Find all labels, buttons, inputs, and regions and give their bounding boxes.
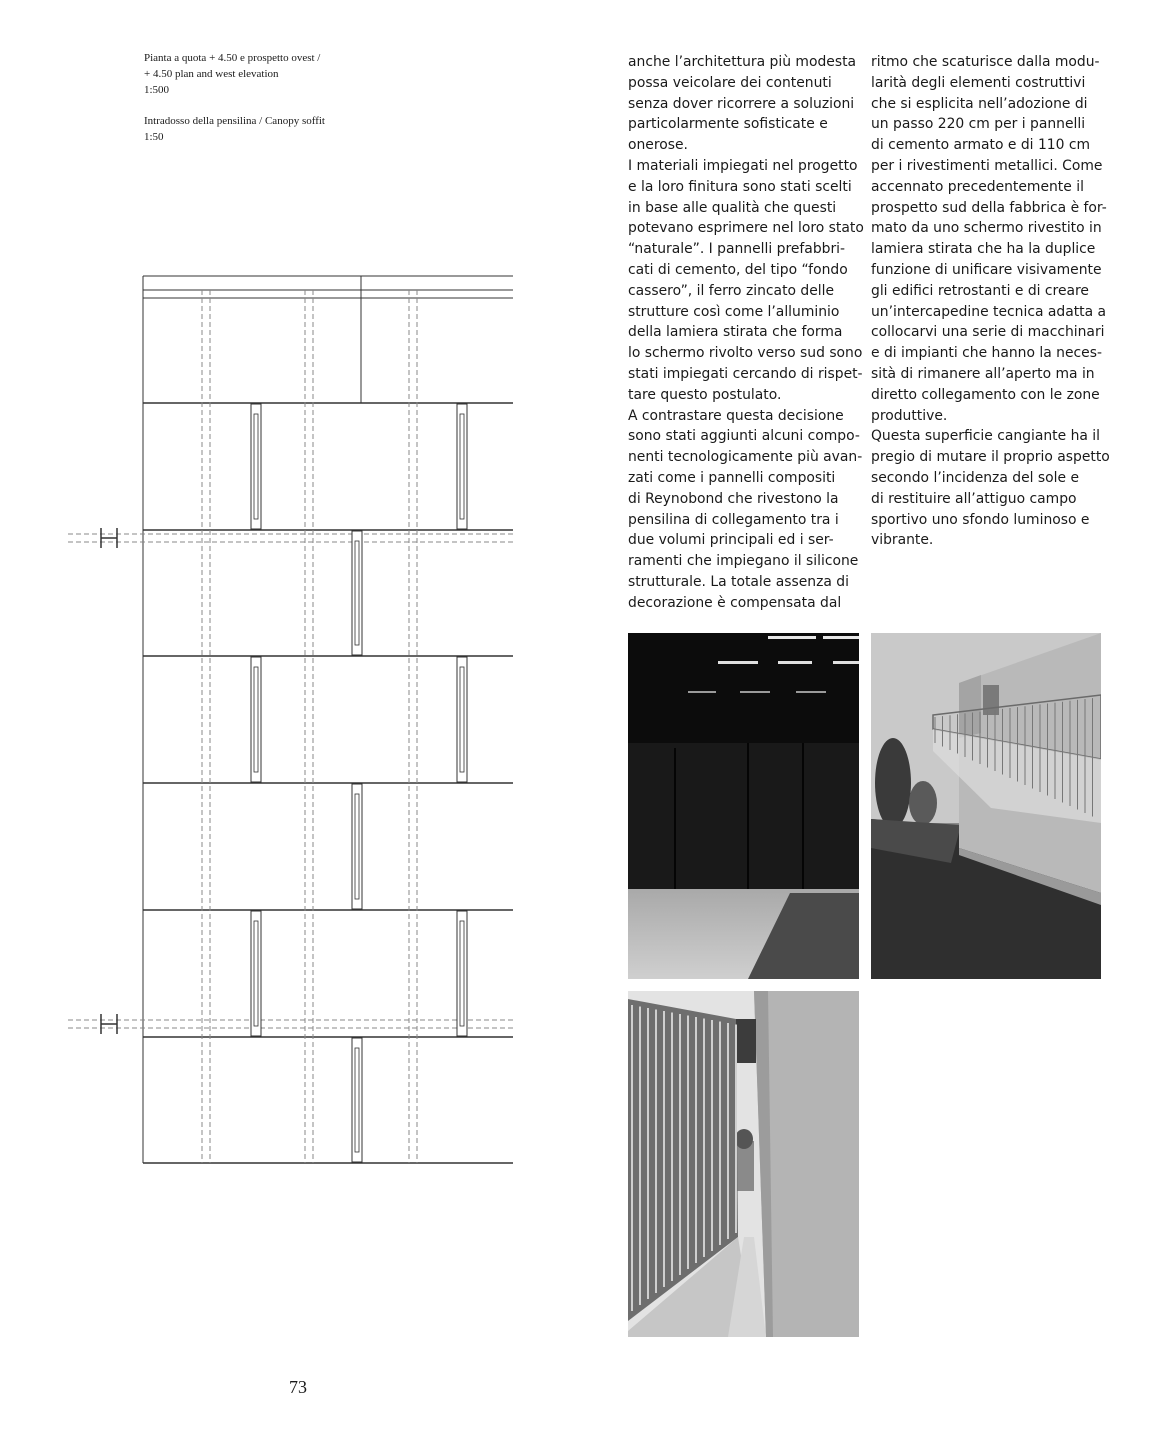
text-line: accennato precedentemente il (871, 178, 1084, 195)
elevation-drawing-svg (60, 270, 520, 1170)
text-line: decorazione è compensata dal (628, 594, 842, 611)
text-line: cati di cemento, del tipo “fondo (628, 261, 848, 278)
text-line: pensilina di collegamento tra i (628, 511, 839, 528)
text-line: nenti tecnologicamente più avan- (628, 449, 863, 466)
text-line: per i rivestimenti metallici. Come (871, 157, 1103, 174)
photo-interior-hall (628, 633, 859, 979)
text-line: sono stati aggiunti alcuni compo- (628, 428, 860, 445)
text-line: Questa superficie cangiante ha il (871, 428, 1101, 445)
text-line: potevano esprimere nel loro stato (628, 220, 864, 237)
text-line: gli edifici retrostanti e di creare (871, 282, 1089, 299)
canopy-soffit-drawing (60, 270, 520, 1170)
text-line: “naturale”. I pannelli prefabbri- (628, 241, 846, 258)
text-line: due volumi principali ed i ser- (628, 532, 834, 549)
text-line: che si esplicita nell’adozione di (871, 95, 1088, 112)
text-line: onerose. (628, 137, 688, 154)
text-line: un passo 220 cm per i pannelli (871, 116, 1086, 133)
text-line: senza dover ricorrere a soluzioni (628, 95, 855, 112)
text-line: un’intercapedine tecnica adatta a (871, 303, 1107, 320)
slot-fixture (457, 657, 467, 782)
caption-line: + 4.50 plan and west elevation (144, 68, 279, 80)
text-line: diretto collegamento con le zone (871, 386, 1100, 403)
caption-line: 1:50 (144, 131, 164, 143)
text-line: sportivo uno sfondo luminoso e (871, 511, 1090, 528)
text-line: ritmo che scaturisce dalla modu- (871, 54, 1100, 70)
text-line: cassero”, il ferro zincato delle (628, 282, 835, 299)
body-text-column-1 (628, 52, 868, 614)
text-line: lo schermo rivolto verso sud sono (628, 345, 863, 362)
text-line: ramenti che impiegano il silicone (628, 553, 859, 570)
text-line: I materiali impiegati nel progetto (628, 157, 858, 174)
text-line: e di impianti che hanno la neces- (871, 345, 1102, 362)
text-line: strutturale. La totale assenza di (628, 573, 849, 590)
text-line: strutture così come l’alluminio (628, 303, 840, 320)
text-line: produttive. (871, 407, 948, 424)
text-line: zati come i pannelli compositi (628, 469, 836, 486)
text-line: mato da uno schermo rivestito in (871, 220, 1102, 237)
text-line: particolarmente sofisticate e (628, 116, 828, 133)
page-number: 73 (289, 1377, 307, 1397)
slot-fixture (352, 784, 362, 909)
caption-plan-elevation (144, 50, 444, 98)
slot-fixture (352, 1038, 362, 1162)
caption-canopy-soffit (144, 113, 444, 145)
text-line: in base alle qualità che questi (628, 199, 837, 216)
text-line: larità degli elementi costruttivi (871, 74, 1086, 91)
text-line: pregio di mutare il proprio aspetto (871, 449, 1110, 466)
text-line: A contrastare questa decisione (628, 407, 844, 424)
text-line: secondo l’incidenza del sole e (871, 469, 1080, 486)
text-line: stati impiegati cercando di rispet- (628, 365, 863, 382)
caption-line: 1:500 (144, 84, 170, 96)
slot-fixture (251, 657, 261, 782)
slot-fixture (457, 404, 467, 529)
text-line: prospetto sud della fabbrica è for- (871, 199, 1107, 216)
caption-line: Intradosso della pensilina / Canopy soffit (144, 115, 325, 127)
text-line: di Reynobond che rivestono la (628, 490, 839, 507)
text-line: vibrante. (871, 532, 934, 549)
text-line: lamiera stirata che ha la duplice (871, 241, 1096, 258)
body-text-column-2 (871, 52, 1111, 551)
figure-captions (144, 50, 444, 160)
text-line: funzione di unificare visivamente (871, 261, 1102, 278)
text-line: anche l’architettura più modesta (628, 54, 857, 70)
slot-fixture (352, 531, 362, 655)
text-line: sità di rimanere all’aperto ma in (871, 365, 1095, 382)
text-line: collocarvi una serie di macchinari (871, 324, 1105, 341)
text-line: tare questo postulato. (628, 386, 782, 403)
text-line: possa veicolare dei contenuti (628, 74, 832, 91)
photo-narrow-passage (628, 991, 859, 1337)
photo-exterior-stair (871, 633, 1101, 979)
slot-fixture (251, 911, 261, 1036)
slot-fixture (251, 404, 261, 529)
slot-fixture (457, 911, 467, 1036)
text-line: di restituire all’attiguo campo (871, 490, 1077, 507)
caption-line: Pianta a quota + 4.50 e prospetto ovest / (144, 52, 321, 64)
text-line: di cemento armato e di 110 cm (871, 137, 1091, 154)
text-line: della lamiera stirata che forma (628, 324, 843, 341)
text-line: e la loro finitura sono stati scelti (628, 178, 852, 195)
